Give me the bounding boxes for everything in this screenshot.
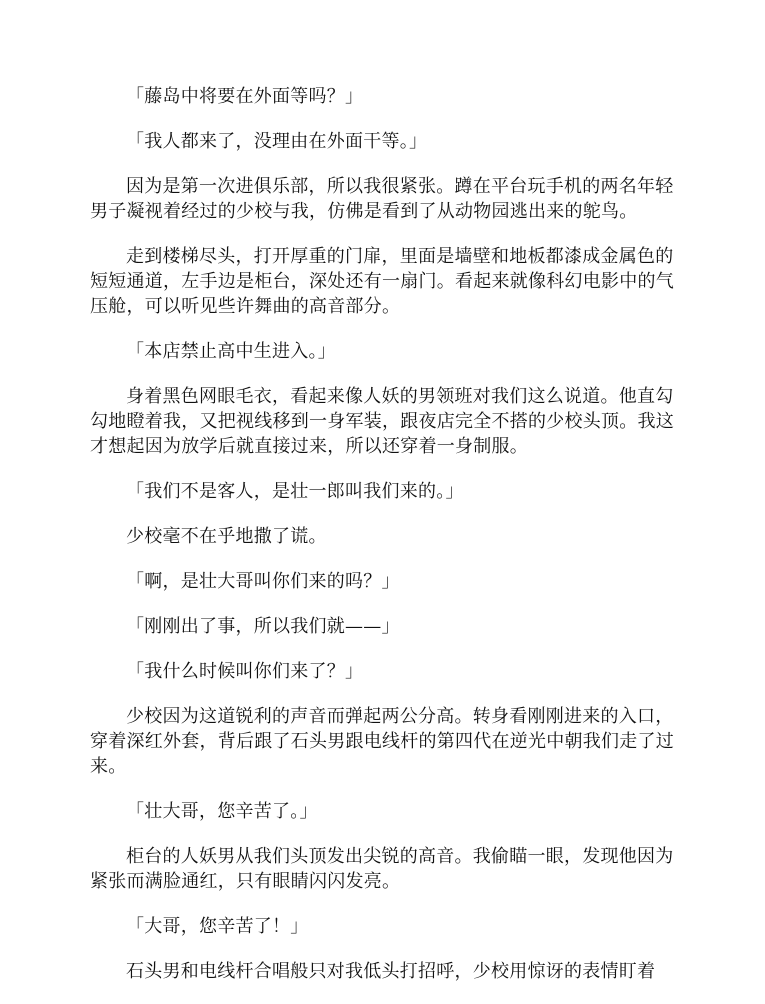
paragraph-16: 石头男和电线杆合唱般只对我低头打招呼，少校用惊讶的表情盯着 [126,961,656,982]
paragraph-1: 「藤岛中将要在外面等吗？」 [126,86,364,107]
paragraph-4: 走到楼梯尽头，打开厚重的门扉，里面是墙壁和地板都漆成金属色的短短通道，左手边是柜台，深处还有一扇门。看起来就像科幻电影中的气压舱，可以听见些许舞曲的高音部分。 [90,246,674,317]
body-text [90,84,676,1004]
paragraph-5: 「本店禁止高中生进入。」 [126,341,336,362]
paragraph-3: 因为是第一次进俱乐部，所以我很紧张。蹲在平台玩手机的两名年轻男子凝视着经过的少校与我，仿佛是看到了从动物园逃出来的鸵鸟。 [90,176,674,222]
paragraph-13: 「壮大哥，您辛苦了。」 [126,801,318,822]
paragraph-10: 「刚刚出了事，所以我们就——」 [126,616,400,637]
paragraph-9: 「啊，是壮大哥叫你们来的吗？」 [126,571,400,592]
paragraph-6: 身着黑色网眼毛衣，看起来像人妖的男领班对我们这么说道。他直勾勾地瞪着我，又把视线移到一身军装，跟夜店完全不搭的少校头顶。我这才想起因为放学后就直接过来，所以还穿着一身制服。 [90,386,674,457]
paragraph-7: 「我们不是客人，是壮一郎叫我们来的。」 [126,481,464,502]
paragraph-8: 少校毫不在乎地撒了谎。 [126,526,327,547]
paragraph-14: 柜台的人妖男从我们头顶发出尖锐的高音。我偷瞄一眼，发现他因为紧张而满脸通红，只有眼睛闪闪发亮。 [90,846,674,892]
paragraph-11: 「我什么时候叫你们来了？」 [126,661,364,682]
paragraph-12: 少校因为这道锐利的声音而弹起两公分高。转身看刚刚进来的入口，穿着深红外套，背后跟了石头男跟电线杆的第四代在逆光中朝我们走了过来。 [90,706,674,777]
paragraph-2: 「我人都来了，没理由在外面干等。」 [126,131,428,152]
paragraph-15: 「大哥，您辛苦了！」 [126,916,309,937]
